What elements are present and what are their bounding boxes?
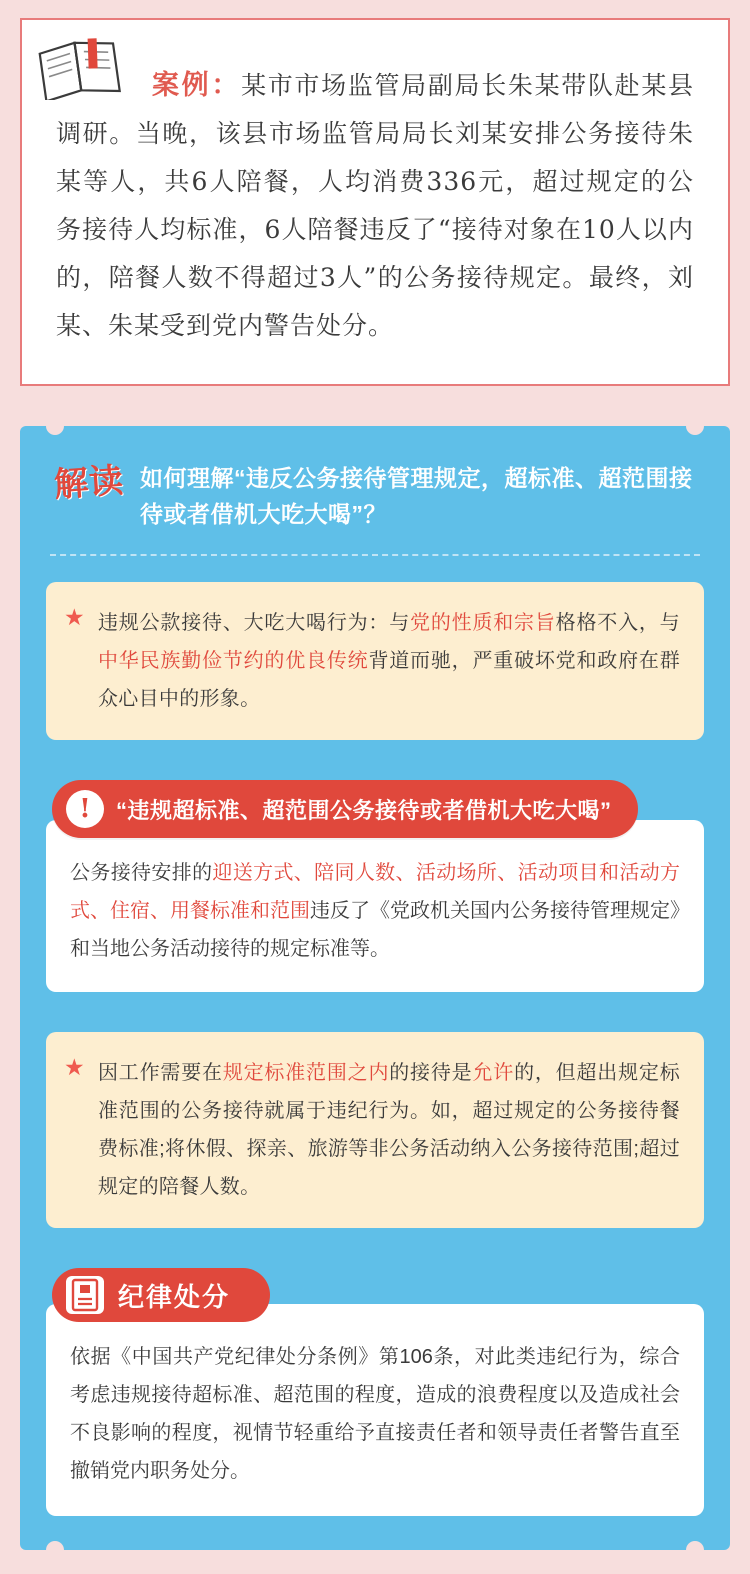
case-card	[20, 18, 730, 386]
discipline-body: 依据《中国共产党纪律处分条例》第106条，对此类违纪行为，综合考虑违规接待超标准、超范围的程度，造成的浪费程度以及造成社会不良影响的程度，视情节轻重给予直接责任者和领导责任者警告直至撤销党内职务处分。	[46, 1304, 704, 1516]
case-body: 某市市场监管局副局长朱某带队赴某县调研。当晚，该县市场监管局局长刘某安排公务接待朱某等人，共6人陪餐，人均消费336元，超过规定的公务接待人均标准，6人陪餐违反了“接待对象在10人以内的，陪餐人数不得超过3人”的公务接待规定。最终，刘某、朱某受到党内警告处分。	[56, 71, 694, 340]
card1-highlight-1: 党的性质和宗旨	[410, 612, 556, 634]
spacer	[46, 1228, 704, 1268]
dashed-divider	[50, 554, 700, 556]
notch-decoration	[46, 1541, 64, 1559]
warning-seg1: 公务接待安排的	[70, 862, 213, 884]
card1-seg1: 违规公款接待、大吃大喝行为：与	[98, 612, 411, 634]
warning-seg2: 违反了《党政机关国内公务接待管理规定》和当地公务活动接待的规定标准等。	[70, 900, 680, 960]
spacer	[46, 992, 704, 1032]
open-book-icon	[34, 34, 130, 100]
card1-seg3: 背道而驰，严重破坏党和政府在群众心目中的形象。	[98, 650, 681, 710]
card1-highlight-2: 中华民族勤俭节约的优良传统	[98, 650, 369, 672]
card2-seg3: 的，但超出规定标准范围的公务接待就属于违纪行为。如，超过规定的公务接待餐费标准;将休假、探亲、旅游等非公务活动纳入公务接待范围;超过规定的陪餐人数。	[98, 1062, 680, 1198]
discipline-block	[46, 1268, 704, 1516]
spacer	[46, 740, 704, 780]
case-text	[56, 62, 694, 350]
warning-body	[46, 820, 704, 992]
discipline-header	[52, 1268, 270, 1322]
card2-seg2: 的接待是	[389, 1062, 473, 1084]
warning-block	[46, 780, 704, 992]
notch-decoration	[46, 417, 64, 435]
card1-seg2: 格格不入，与	[555, 612, 680, 634]
warning-header	[52, 780, 638, 838]
warning-title: “违规超标准、超范围公务接待或者借机大吃大喝”	[116, 797, 612, 823]
star-icon: ★	[64, 604, 85, 630]
card2-highlight-1: 规定标准范围之内	[222, 1062, 390, 1084]
point-card-2	[46, 1032, 704, 1228]
warning-highlight: 迎送方式、陪同人数、活动场所、活动项目和活动方式、住宿、用餐标准和范围	[70, 862, 681, 922]
discipline-title: 纪律处分	[118, 1281, 231, 1312]
notch-decoration	[686, 1541, 704, 1559]
interpretation-badge: 解读	[52, 460, 126, 506]
exclamation-icon: !	[66, 790, 104, 828]
document-seal-icon	[66, 1276, 104, 1314]
interpretation-panel	[20, 426, 730, 1550]
card2-highlight-2: 允许	[472, 1062, 515, 1084]
case-label: 案例：	[152, 70, 242, 101]
notch-decoration	[686, 417, 704, 435]
point-card-1	[46, 582, 704, 740]
panel-question: 如何理解“违反公务接待管理规定，超标准、超范围接待或者借机大吃大喝”？	[140, 465, 693, 527]
card2-seg1: 因工作需要在	[98, 1062, 223, 1084]
panel-header	[46, 460, 704, 532]
star-icon: ★	[64, 1054, 85, 1080]
